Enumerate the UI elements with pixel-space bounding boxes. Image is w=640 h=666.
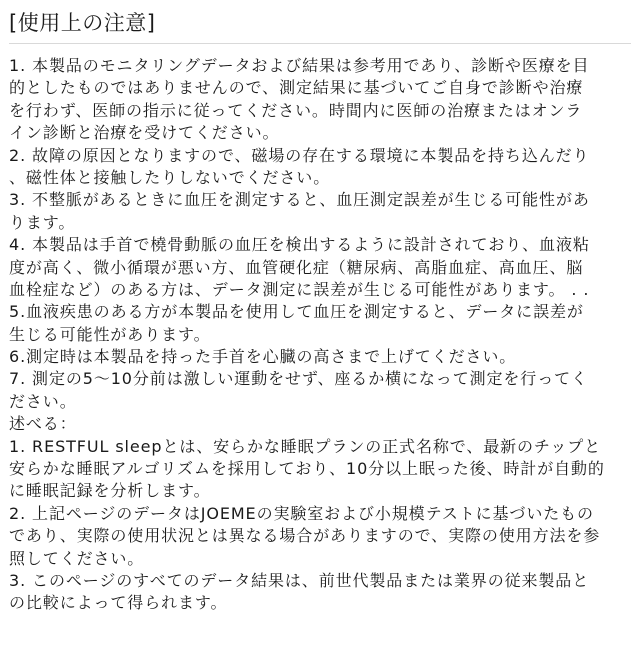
notice-line: 1. 本製品のモニタリングデータおよび結果は参考用であり、診断や医療を目 — [9, 56, 590, 75]
notice-line: 安らかな睡眠アルゴリズムを採用しており、10分以上眠った後、時計が自動的 — [9, 459, 605, 479]
notice-line: 生じる可能性があります。 — [9, 324, 211, 344]
notice-line: を行わず、医師の指示に従ってください。時間内に医師の治療またはオンラ — [9, 100, 583, 120]
notice-line: 度が高く、微小循環が悪い方、血管硬化症（糖尿病、高脂血症、高血圧、脳 — [9, 257, 584, 277]
title-divider — [9, 43, 631, 44]
page-title: [使用上の注意] — [9, 11, 156, 35]
notice-line: であり、実際の使用状況とは異なる場合がありますので、実際の使用方法を参 — [9, 526, 601, 546]
notice-line: 的としたものではありませんので、測定結果に基づいてご自身で診断や治療 — [9, 78, 584, 98]
notice-body — [9, 55, 633, 615]
notice-line: 3. 不整脈があるときに血圧を測定すると、血圧測定誤差が生じる可能性があ — [9, 190, 590, 210]
notice-line: 1. RESTFUL sleepとは、安らかな睡眠プランの正式名称で、最新のチップと — [9, 436, 602, 456]
notice-line: 血栓症など）のある方は、データ測定に誤差が生じる可能性があります。 . . — [9, 279, 590, 299]
notice-line: イン診断と治療を受けてください。 — [9, 123, 280, 143]
notice-line: の比較によって得られます。 — [9, 593, 228, 613]
notice-line: 3. このページのすべてのデータ結果は、前世代製品または業界の従来製品と — [9, 570, 590, 590]
notice-line: 2. 故障の原因となりますので、磁場の存在する環境に本製品を持ち込んだり — [9, 145, 590, 165]
notice-line: 5.血液疾患のある方が本製品を使用して血圧を測定すると、データに誤差が — [9, 302, 584, 322]
notice-line: 2. 上記ページのデータはJOEMEの実験室および小規模テストに基づいたもの — [9, 503, 594, 523]
section-heading: 述べる： — [9, 414, 77, 434]
notice-line: 7. 測定の5～10分前は激しい運動をせず、座るか横になって測定を行ってく — [9, 369, 588, 389]
notice-line: ります。 — [9, 212, 76, 232]
notice-line: 6.測定時は本製品を持った手首を心臓の高さまで上げてください。 — [9, 347, 517, 367]
notice-line: 照してください。 — [9, 548, 145, 568]
notice-line: に睡眠記録を分析します。 — [9, 481, 211, 501]
notice-line: 4. 本製品は手首で橈骨動脈の血圧を検出するように設計されており、血液粘 — [9, 235, 590, 255]
notice-line: 、磁性体と接触したりしないでください。 — [9, 167, 331, 187]
notice-line: ださい。 — [9, 391, 77, 411]
